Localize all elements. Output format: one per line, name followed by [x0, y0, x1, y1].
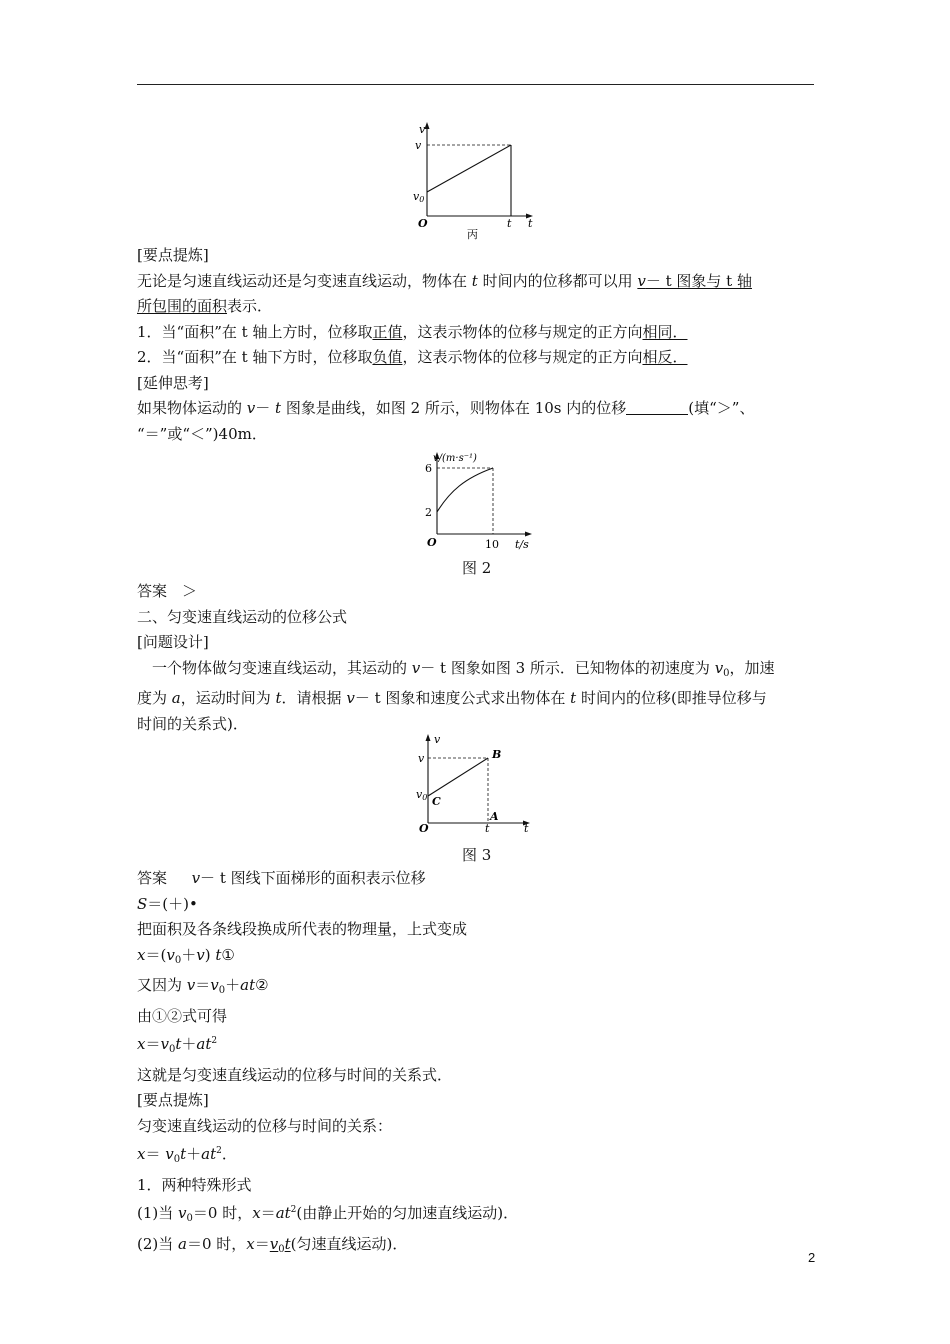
- answer-blank: [626, 400, 688, 415]
- paragraph-area-cont: 所包围的面积表示．: [137, 297, 273, 315]
- velocity-line: [428, 758, 488, 796]
- v-label: v: [415, 139, 422, 152]
- t-label: t: [507, 217, 512, 230]
- text-block-3: [137, 866, 817, 1262]
- special-forms-heading: 1．两种特殊形式: [137, 1175, 252, 1194]
- text-block-1: [137, 243, 817, 447]
- figure-2: [420, 446, 545, 554]
- answer-2-line-3: 把面积及各条线段换成所代表的物理量，上式变成: [137, 920, 468, 938]
- paragraph-area: 无论是匀速直线运动还是匀变速直线运动，物体在 t 时间内的位移都可以用 v－ t 图象与 t 轴: [137, 271, 752, 290]
- y-tick-6: 6: [425, 462, 432, 475]
- v0-label: v0: [416, 788, 428, 802]
- list-item-1: 1．当“面积”在 t 轴上方时，位移取正值，这表示物体的位移与规定的正方向相同．: [137, 322, 688, 341]
- y-axis-label: v: [434, 733, 441, 746]
- special-form-2: (2)当 a＝0 时，$x=v_0t$(匀速直线运动)．: [137, 1234, 408, 1255]
- origin-label: O: [427, 536, 437, 549]
- answer-2-line-6: 由①②式可得: [137, 1006, 228, 1025]
- velocity-line: [427, 145, 511, 192]
- v-axis-arrow: [425, 122, 430, 129]
- figure-2-caption: 图 2: [462, 559, 492, 577]
- x-axis-label: t/s: [515, 538, 529, 551]
- heading-key-points-2: [要点提炼]: [137, 1091, 209, 1109]
- v0-label: v0: [413, 190, 425, 204]
- question-line-1: 如果物体运动的 v－ t 图象是曲线，如图 2 所示，则物体在 10s 内的位移 (填“＞”、: [137, 399, 755, 417]
- y-axis-label: v: [419, 123, 426, 136]
- problem-line-2: 度为 a，运动时间为 t．请根据 v－ t 图象和速度公式求出物体在 t 时间内的位移(即推导位移与: [137, 689, 767, 707]
- t-label: t: [485, 822, 490, 835]
- text-block-2: [137, 579, 817, 737]
- t-axis-label: t: [528, 217, 533, 230]
- point-a-label: A: [490, 810, 499, 823]
- y-tick-2: 2: [425, 506, 432, 519]
- heading-key-points: [要点提炼]: [137, 246, 209, 264]
- answer-2-line-1: 答案 v－ t 图线下面梯形的面积表示位移: [137, 869, 426, 887]
- x-tick-10: 10: [485, 538, 499, 551]
- origin-label: O: [419, 822, 429, 835]
- origin-label: O: [418, 217, 428, 230]
- problem-line-1: 一个物体做匀变速直线运动，其运动的 v－ t 图象如图 3 所示．已知物体的初速度为 $v_0$，加速: [152, 658, 775, 679]
- relation-equation: $x= v_0t+at^2$．: [137, 1145, 237, 1165]
- equation-result: $x=v_0t+at^2$: [137, 1035, 218, 1055]
- header-rule: [137, 84, 814, 85]
- velocity-time-graph-bing: [405, 118, 545, 242]
- curved-velocity-graph: [420, 446, 545, 554]
- t-axis-label: t: [524, 822, 529, 835]
- figure-bing: [405, 118, 545, 242]
- answer-2-line-2: S＝(＋)•: [137, 894, 198, 913]
- y-axis-label: v/(m·s⁻¹): [433, 453, 477, 464]
- figure-3: [410, 728, 540, 838]
- equation-2: 又因为 $v=v_0+at②$: [137, 976, 269, 996]
- question-line-2: “＝”或“＜”)40m．: [137, 424, 267, 443]
- problem-line-3: 时间的关系式)．: [137, 714, 248, 733]
- special-form-1: (1)当 $v_0=0$ 时，$x=at^2$(由静止开始的匀加速直线运动)．: [137, 1204, 519, 1224]
- section-title-displacement-formula: 二、匀变速直线运动的位移公式: [137, 607, 348, 626]
- answer-1: 答案 ＞: [137, 582, 198, 600]
- t-axis-arrow: [525, 532, 532, 537]
- heading-question-design: [问题设计]: [137, 633, 209, 651]
- velocity-curve: [437, 468, 493, 512]
- list-item-2: 2．当“面积”在 t 轴下方时，位移取负值，这表示物体的位移与规定的正方向相反．: [137, 348, 688, 366]
- page-number: 2: [808, 1250, 816, 1265]
- heading-extended-thinking: [延伸思考]: [137, 373, 209, 392]
- figure-caption: 丙: [467, 228, 478, 241]
- answer-2-line-8: 这就是匀变速直线运动的位移与时间的关系式．: [137, 1065, 453, 1084]
- point-b-label: B: [492, 748, 502, 761]
- figure-3-caption: 图 3: [462, 846, 492, 864]
- equation-1: $x=(v_0+v)$ t①: [137, 945, 235, 966]
- trapezoid-velocity-graph: [410, 728, 540, 838]
- v-label: v: [418, 752, 425, 765]
- relation-line: 匀变速直线运动的位移与时间的关系：: [137, 1116, 393, 1135]
- point-c-label: C: [432, 795, 441, 808]
